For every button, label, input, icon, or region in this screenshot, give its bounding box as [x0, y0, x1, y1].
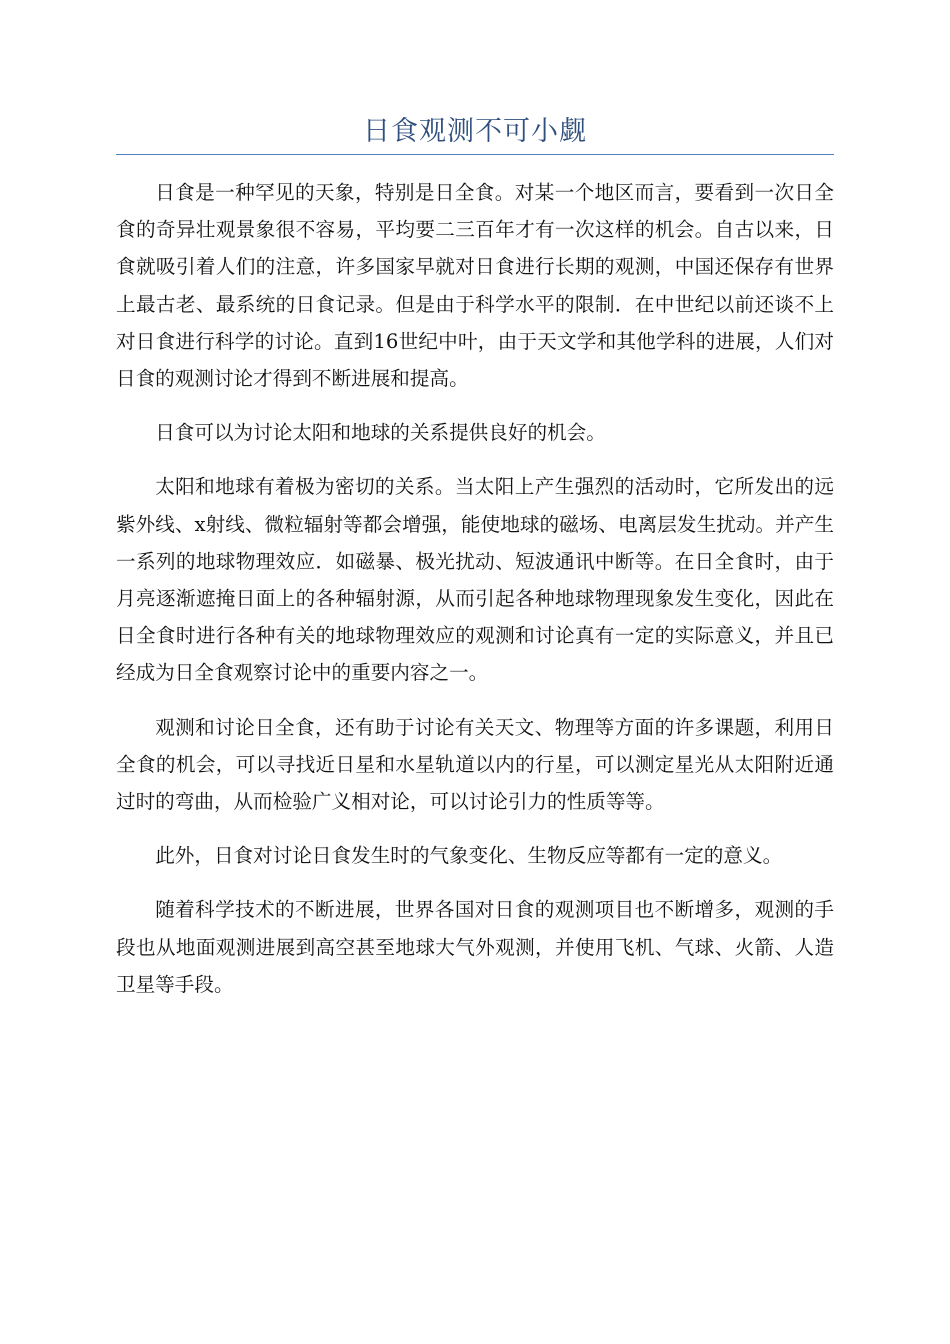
paragraph: 观测和讨论日全食，还有助于讨论有关天文、物理等方面的许多课题，利用日全食的机会，可以寻找近日星和水星轨道以内的行星，可以测定星光从太阳附近通过时的弯曲，从而检验广义相对论，可以讨论引力的性质等等。: [116, 715, 834, 814]
paragraph: 随着科学技术的不断进展，世界各国对日食的观测项目也不断增多，观测的手段也从地面观测进展到高空甚至地球大气外观测，并使用飞机、气球、火箭、人造卫星等手段。: [116, 898, 834, 996]
paragraph: 太阳和地球有着极为密切的关系。当太阳上产生强烈的活动时，它所发出的远紫外线、x射线、微粒辐射等都会增强，能使地球的磁场、电离层发生扰动。并产生一系列的地球物理效应．如磁暴、极光扰动、短波通讯中断等。在日全食时，由于月亮逐渐遮掩日面上的各种辐射源，从而引起各种地球物理现象发生变化，因此在日全食时进行各种有关的地球物理效应的观测和讨论真有一定的实际意义，并且已经成为日全食观察讨论中的重要内容之一。: [116, 475, 834, 685]
document-title: 日食观测不可小觑: [363, 116, 587, 147]
paragraph: 日食可以为讨论太阳和地球的关系提供良好的机会。: [155, 421, 606, 445]
paragraph: 此外，日食对讨论日食发生时的气象变化、生物反应等都有一定的意义。: [155, 844, 783, 868]
paragraph: 日食是一种罕见的天象，特别是日全食。对某一个地区而言，要看到一次日全食的奇异壮观景象很不容易，平均要二三百年才有一次这样的机会。自古以来，日食就吸引着人们的注意，许多国家早就对日食进行长期的观测，中国还保存有世界上最古老、最系统的日食记录。但是由于科学水平的限制．在中世纪以前还谈不上对日食进行科学的讨论。直到16世纪中叶，由于天文学和其他学科的进展，人们对日食的观测讨论才得到不断进展和提高。: [116, 181, 834, 391]
document-body: [116, 174, 834, 1020]
title-underline: [116, 154, 834, 155]
